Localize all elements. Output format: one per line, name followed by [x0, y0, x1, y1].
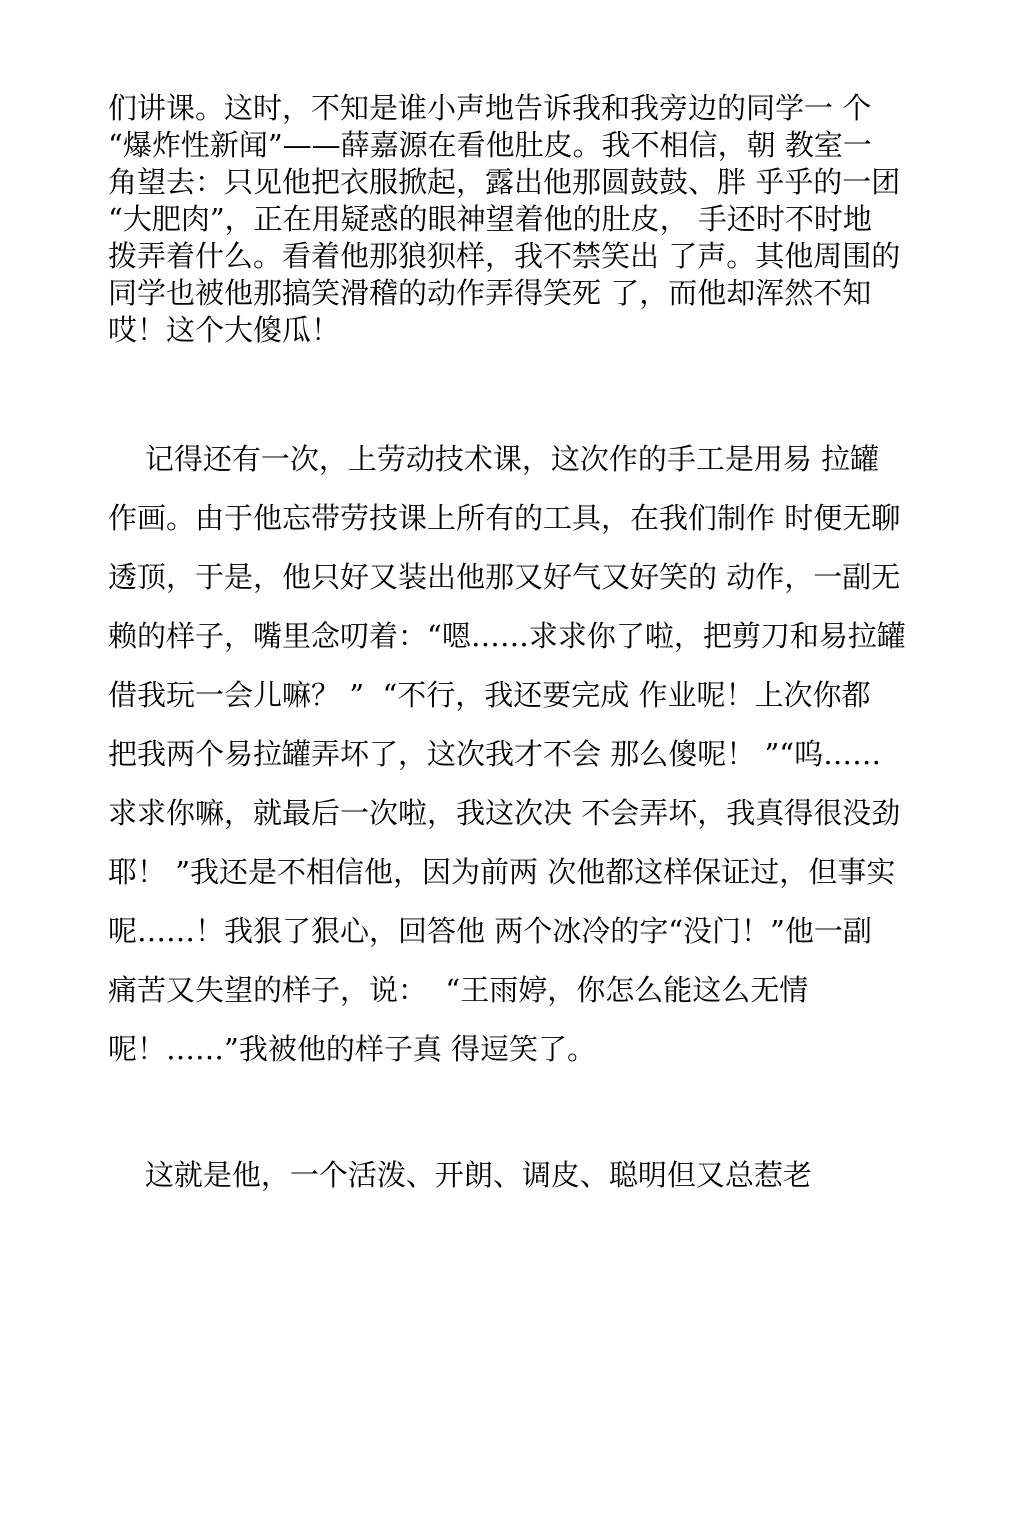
paragraph-3	[108, 1146, 918, 1205]
text-line: “大肥肉”，正在用疑惑的眼神望着他的肚皮， 手还时不时地	[108, 202, 872, 236]
text-line: 哎！这个大傻瓜！	[108, 313, 341, 347]
text-line: 呢……！我狠了狠心，回答他 两个冰冷的字“没门！”他一副	[108, 914, 872, 948]
text-line: 求求你嘛，就最后一次啦，我这次决 不会弄坏，我真得很没劲	[108, 796, 901, 830]
text-line: “爆炸性新闻”——薛嘉源在看他肚皮。我不相信，朝 教室一	[108, 128, 872, 162]
text-line: 赖的样子，嘴里念叨着：“嗯……求求你了啦，把剪刀和易拉罐	[108, 619, 906, 653]
text-line: 同学也被他那搞笑滑稽的动作弄得笑死 了，而他却浑然不知	[108, 276, 872, 310]
text-line: 把我两个易拉罐弄坏了，这次我才不会 那么傻呢！ ”“呜……	[108, 737, 882, 771]
text-line: 透顶，于是，他只好又装出他那又好气又好笑的 动作，一副无	[108, 560, 901, 594]
paragraph-1	[108, 90, 918, 349]
text-line: 这就是他，一个活泼、开朗、调皮、聪明但又总惹老	[108, 1158, 812, 1192]
text-line: 痛苦又失望的样子，说： “王雨婷，你怎么能这么无情	[108, 973, 809, 1007]
text-line: 拨弄着什么。看着他那狼狈样，我不禁笑出 了声。其他周围的	[108, 239, 901, 273]
paragraph-2	[108, 430, 918, 1079]
text-line: 耶！ ”我还是不相信他，因为前两 次他都这样保证过，但事实	[108, 855, 896, 889]
text-line: 呢！……”我被他的样子真 得逗笑了。	[108, 1032, 597, 1066]
text-line: 记得还有一次，上劳动技术课，这次作的手工是用易 拉罐	[108, 442, 880, 476]
text-line: 借我玩一会儿嘛？ ” “不行，我还要完成 作业呢！上次你都	[108, 678, 871, 712]
text-line: 作画。由于他忘带劳技课上所有的工具，在我们制作 时便无聊	[108, 501, 901, 535]
text-line: 角望去：只见他把衣服掀起，露出他那圆鼓鼓、胖 乎乎的一团	[108, 165, 901, 199]
text-line: 们讲课。这时，不知是谁小声地告诉我和我旁边的同学一 个	[108, 91, 872, 125]
